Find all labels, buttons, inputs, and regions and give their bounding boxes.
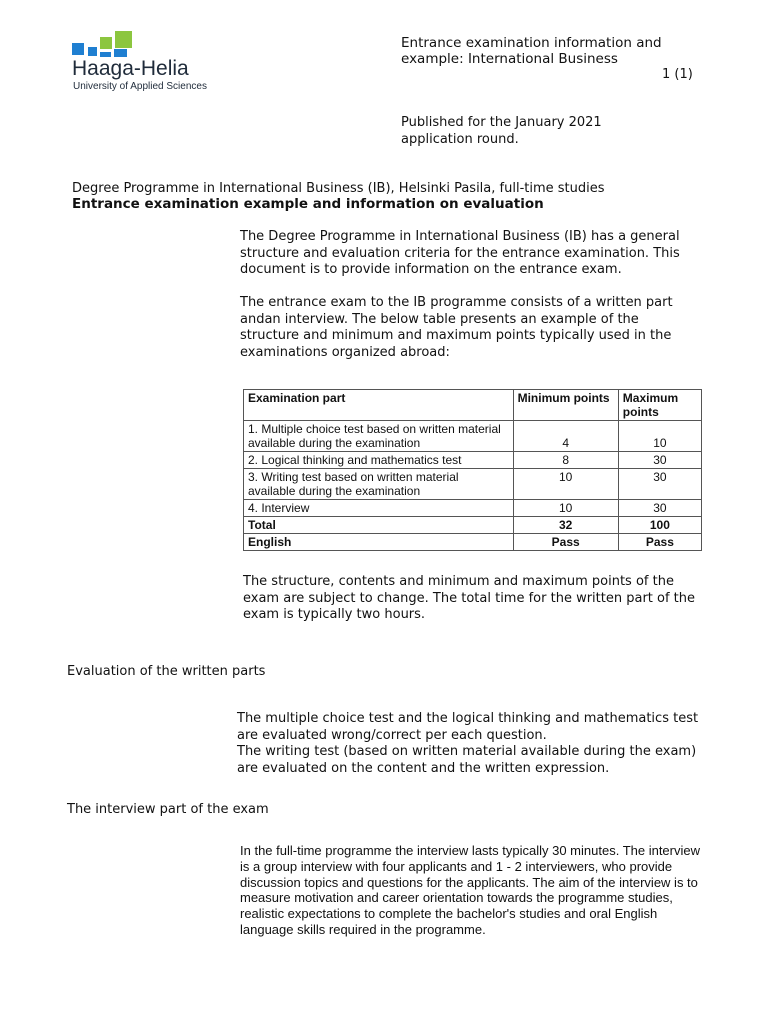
table-cell: 10 xyxy=(513,469,618,500)
table-cell: Total xyxy=(244,517,514,534)
table-cell: 100 xyxy=(618,517,701,534)
table-header-cell: Minimum points xyxy=(513,390,618,421)
evaluation-line-1: The multiple choice test and the logical thinking and mathematics test are evaluated wrong/correct per each question. xyxy=(237,711,699,743)
logo-title: Haaga-Helia xyxy=(72,57,189,80)
table-row-english xyxy=(244,534,702,551)
table-cell: 10 xyxy=(513,500,618,517)
table-cell: 4 xyxy=(513,421,618,452)
table-row xyxy=(244,500,702,517)
interview-paragraph: In the full-time programme the interview lasts typically 30 minutes. The interview is a group interview with four applicants and 1 - 2 interviewers, who provide discussion topics and questions for the applicants. The aim of the interview is to measure motivation and career orientation towards the programme studies, realistic expectations to complete the bachelor's studies and oral English language skills required in the programme. xyxy=(240,843,701,937)
table-row xyxy=(244,452,702,469)
table-cell: 8 xyxy=(513,452,618,469)
logo-square-green-icon xyxy=(100,37,112,49)
program-line: Degree Programme in International Business (IB), Helsinki Pasila, full-time studies xyxy=(72,181,605,196)
table-cell: 2. Logical thinking and mathematics test xyxy=(244,452,514,469)
logo-square-green-icon xyxy=(115,31,132,48)
table-row xyxy=(244,469,702,500)
table-cell: 10 xyxy=(618,421,701,452)
evaluation-line-2: The writing test (based on written material available during the exam) are evaluated on the content and the written expression. xyxy=(237,744,697,776)
section-title-interview: The interview part of the exam xyxy=(67,802,269,817)
logo-square-blue-icon xyxy=(114,49,127,57)
logo-square-blue-icon xyxy=(72,43,84,55)
examination-table xyxy=(243,389,702,551)
entrance-paragraph: The entrance exam to the IB programme consists of a written part andan interview. The below table presents an example of the structure and minimum and maximum points typically used in the examinations organized abroad: xyxy=(240,295,673,360)
table-cell: 32 xyxy=(513,517,618,534)
logo-square-blue-icon xyxy=(88,47,97,56)
page-number: 1 (1) xyxy=(662,67,693,82)
table-cell: 30 xyxy=(618,469,701,500)
section-title-written: Evaluation of the written parts xyxy=(67,664,266,679)
table-header-cell: Maximum points xyxy=(618,390,701,421)
header-title: Entrance examination information and example: International Business xyxy=(401,35,662,67)
structure-paragraph: The structure, contents and minimum and maximum points of the exam are subject to change. The total time for the written part of the exam is typically two hours. xyxy=(243,574,696,622)
table-cell: 1. Multiple choice test based on written material available during the examination xyxy=(244,421,514,452)
table-cell: 30 xyxy=(618,452,701,469)
published-note: Published for the January 2021 application round. xyxy=(401,115,602,147)
table-cell: English xyxy=(244,534,514,551)
table-row-total xyxy=(244,517,702,534)
haaga-helia-logo xyxy=(72,31,252,93)
logo-subtitle: University of Applied Sciences xyxy=(73,81,207,92)
table-header-cell: Examination part xyxy=(244,390,514,421)
table-cell: 4. Interview xyxy=(244,500,514,517)
table-cell: Pass xyxy=(513,534,618,551)
table-cell: 30 xyxy=(618,500,701,517)
table-header-row xyxy=(244,390,702,421)
intro-paragraph: The Degree Programme in International Business (IB) has a general structure and evaluation criteria for the entrance examination. This document is to provide information on the entrance exam. xyxy=(240,229,680,277)
table-cell: Pass xyxy=(618,534,701,551)
evaluation-paragraph xyxy=(237,711,707,777)
table-row xyxy=(244,421,702,452)
document-heading: Entrance examination example and information on evaluation xyxy=(72,196,544,212)
table-cell: 3. Writing test based on written material available during the examination xyxy=(244,469,514,500)
